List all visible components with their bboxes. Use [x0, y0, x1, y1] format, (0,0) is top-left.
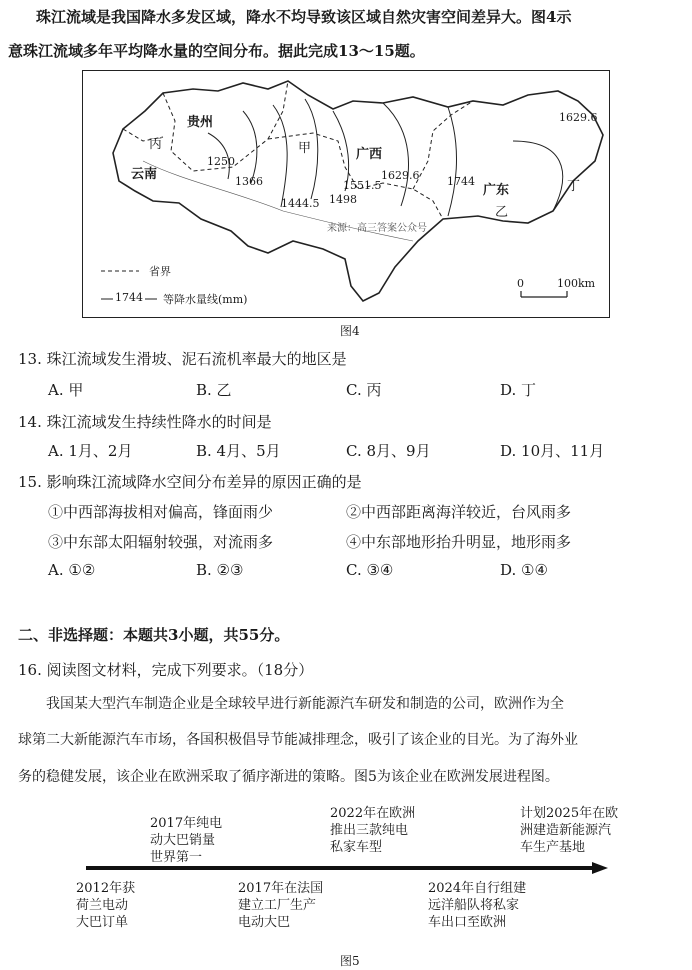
q15-statement-3: ③中东部太阳辐射较强，对流雨多	[48, 533, 274, 551]
q14-option-b[interactable]: B. 4月、5月	[196, 442, 281, 460]
label-guizhou: 贵州	[187, 115, 214, 130]
label-guangxi: 广西	[356, 147, 383, 162]
q13-option-c[interactable]: C. 丙	[346, 381, 382, 399]
q15-option-c[interactable]: C. ③④	[346, 561, 394, 579]
question-13-stem: 13. 珠江流域发生滑坡、泥石流机率最大的地区是	[18, 350, 347, 368]
legend-isoline-text: 等降水量线(mm)	[163, 293, 248, 306]
isoline-value: 1744	[447, 175, 475, 188]
intro-line-2: 意珠江流域多年平均降水量的空间分布。据此完成13～15题。	[8, 42, 425, 60]
label-yi: 乙	[495, 205, 509, 220]
isoline-value: 1444.5	[281, 197, 320, 210]
question-16-stem: 16. 阅读图文材料，完成下列要求。（18分）	[18, 661, 314, 679]
q15-option-b[interactable]: B. ②③	[196, 561, 244, 579]
isoline-value: 1629.6	[559, 111, 598, 124]
q16-para-line-3: 务的稳健发展，该企业在欧洲采取了循序渐进的策略。图5为该企业在欧洲发展进程图。	[18, 769, 559, 785]
timeline-event-2017-france: 2017年在法国 建立工厂生产 电动大巴	[238, 881, 324, 930]
label-bing: 丙	[149, 137, 163, 152]
legend-isoline-sample: 1744	[115, 291, 143, 304]
intro-line-1: 珠江流域是我国降水多发区域，降水不均导致该区域自然灾害空间差异大。图4示	[36, 8, 572, 26]
q13-option-d[interactable]: D. 丁	[500, 381, 537, 399]
q13-option-b[interactable]: B. 乙	[196, 381, 232, 399]
isoline-value: 1629.6	[381, 169, 420, 182]
label-jia: 甲	[298, 141, 312, 156]
scale-distance: 100km	[557, 277, 596, 290]
q16-para-line-1: 我国某大型汽车制造企业是全球较早进行新能源汽车研发和制造的公司，欧洲作为全	[46, 696, 564, 712]
map-watermark: 来源：高三答案公众号	[327, 223, 427, 234]
timeline-event-2024-fleet: 2024年自行组建 远洋船队将私家 车出口至欧洲	[428, 881, 527, 930]
question-15-stem: 15. 影响珠江流域降水空间分布差异的原因正确的是	[18, 473, 362, 491]
isoline-value: 1366	[235, 175, 263, 188]
q14-option-c[interactable]: C. 8月、9月	[346, 442, 431, 460]
isoline-value: 1250	[207, 155, 235, 168]
q13-option-a[interactable]: A. 甲	[48, 381, 84, 399]
q15-statement-2: ②中西部距离海洋较近，台风雨多	[346, 503, 572, 521]
figure-5-caption: 图5	[340, 954, 360, 968]
scale-zero: 0	[517, 277, 524, 290]
q15-option-a[interactable]: A. ①②	[48, 561, 96, 579]
isoline-value: 1498	[329, 193, 357, 206]
figure-4-map	[82, 70, 610, 318]
timeline-event-2012-order: 2012年获 荷兰电动 大巴订单	[76, 881, 136, 930]
section-2-heading: 二、非选择题：本题共3小题，共55分。	[18, 626, 290, 644]
label-ding: 丁	[567, 179, 581, 194]
label-yunnan: 云南	[131, 167, 158, 182]
isoline-value: 1551.5	[343, 179, 382, 192]
figure-4-caption: 图4	[340, 324, 360, 338]
timeline-event-2025-plan: 计划2025年在欧 洲建造新能源汽 车生产基地	[520, 806, 619, 855]
q15-statement-4: ④中东部地形抬升明显，地形雨多	[346, 533, 572, 551]
label-guangdong: 广东	[483, 183, 510, 198]
timeline-event-2017-bus-sales: 2017年纯电 动大巴销量 世界第一	[150, 816, 223, 865]
question-14-stem: 14. 珠江流域发生持续性降水的时间是	[18, 413, 272, 431]
q14-option-a[interactable]: A. 1月、2月	[48, 442, 133, 460]
q15-option-d[interactable]: D. ①④	[500, 561, 548, 579]
timeline-event-2022-cars: 2022年在欧洲 推出三款纯电 私家车型	[330, 806, 416, 855]
legend-province: 省界	[149, 265, 171, 278]
q15-statement-1: ①中西部海拔相对偏高，锋面雨少	[48, 503, 274, 521]
q14-option-d[interactable]: D. 10月、11月	[500, 442, 605, 460]
q16-para-line-2: 球第二大新能源汽车市场，各国积极倡导节能减排理念，吸引了该企业的目光。为了海外业	[18, 732, 578, 748]
